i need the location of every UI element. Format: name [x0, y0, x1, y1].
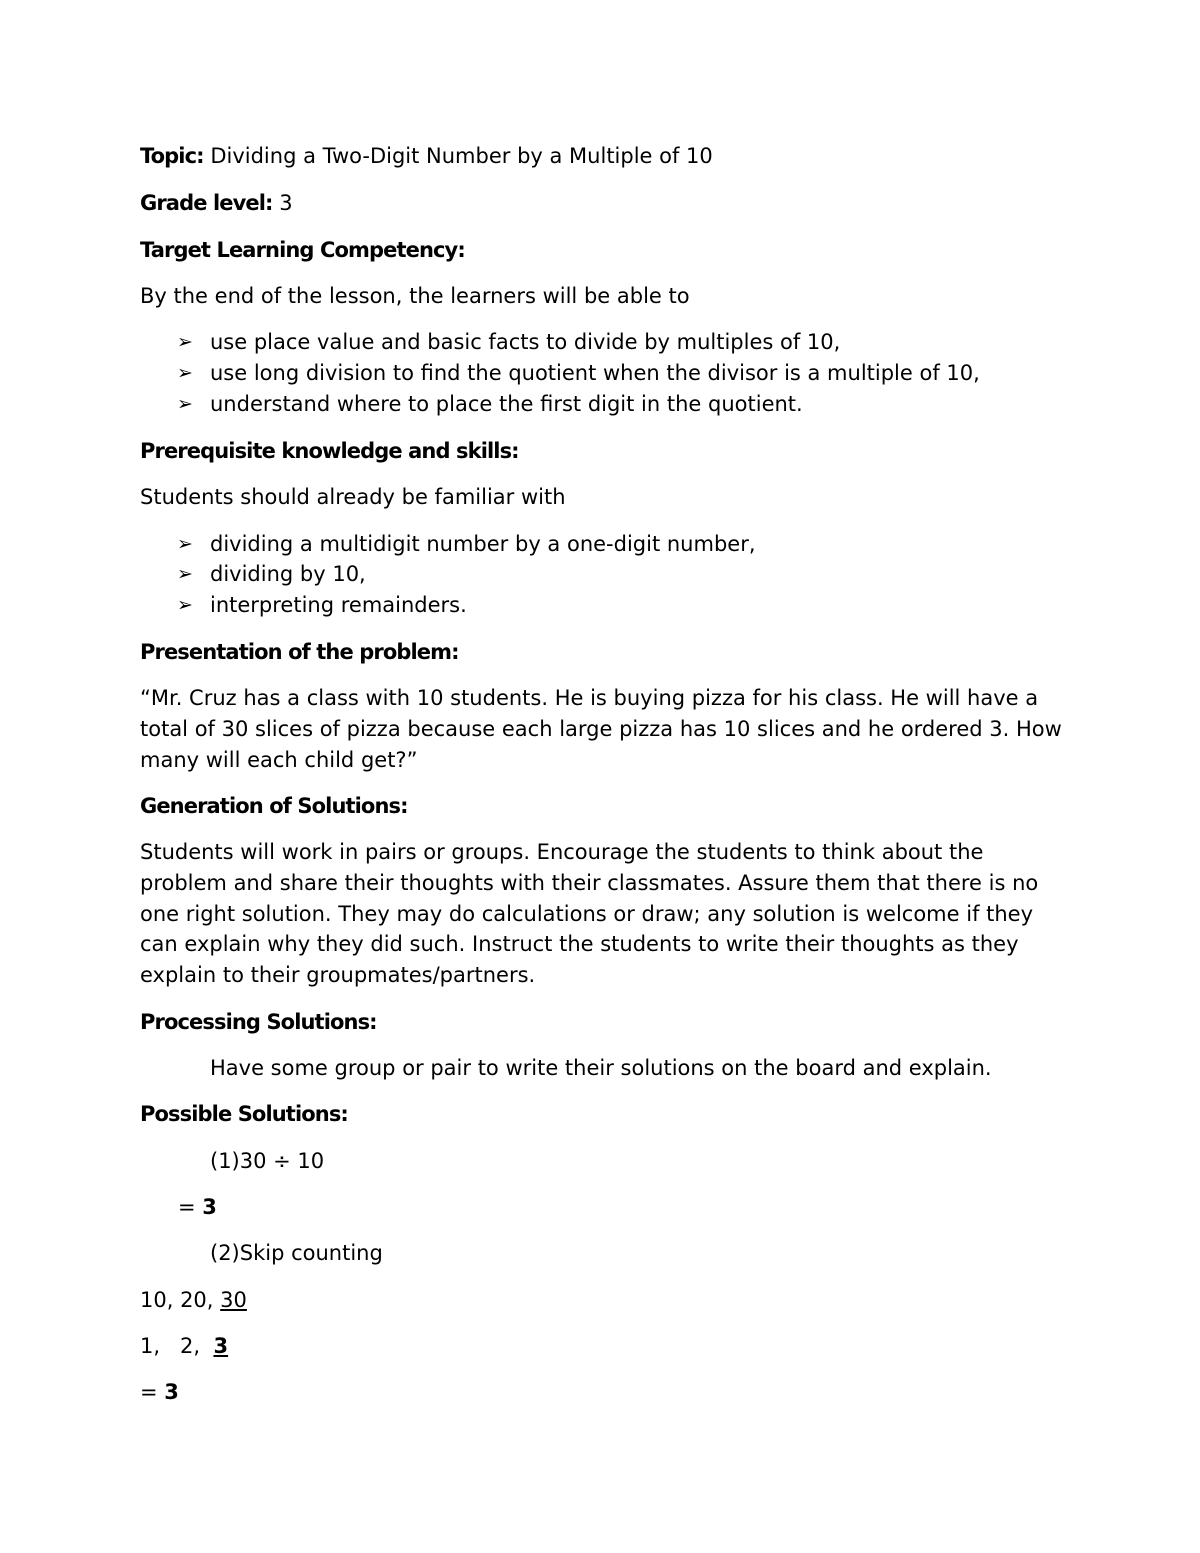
equals-sign: = [140, 1380, 158, 1404]
topic-value: Dividing a Two-Digit Number by a Multiple of 10 [210, 144, 713, 168]
skip-count-sequence [140, 1285, 247, 1315]
paragraph-line: Students will work in pairs or groups. Encourage the students to think about the [140, 840, 984, 864]
bullet-arrow-icon: ➢ [177, 594, 193, 616]
competency-intro: By the end of the lesson, the learners will be able to [140, 284, 690, 308]
skip-count-target: 30 [220, 1288, 247, 1312]
bullet-arrow-icon: ➢ [177, 533, 193, 555]
prerequisite-item: dividing a multidigit number by a one-digit number, [210, 532, 756, 556]
competency-item: use long division to find the quotient when the divisor is a multiple of 10, [210, 361, 980, 385]
grade-value: 3 [279, 191, 293, 215]
solution-1 [210, 1146, 324, 1176]
bullet-arrow-icon: ➢ [177, 362, 193, 384]
solution-1-result [178, 1192, 217, 1222]
solution-2-title: Skip counting [239, 1241, 383, 1265]
competency-item: use place value and basic facts to divide by multiples of 10, [210, 330, 841, 354]
solution-2-number: (2) [210, 1241, 240, 1265]
topic-line [140, 141, 713, 171]
skip-count-values: 10, 20, [140, 1288, 221, 1312]
paragraph-line: explain to their groupmates/partners. [140, 963, 536, 988]
processing-heading: Processing Solutions: [140, 1010, 377, 1034]
paragraph-line: can explain why they did such. Instruct the students to write their thoughts as they [140, 932, 1019, 957]
skip-count-step-values: 1, 2, [140, 1334, 214, 1358]
equals-sign: = [178, 1195, 196, 1219]
skip-count-steps [140, 1331, 228, 1361]
solution-2 [210, 1238, 383, 1268]
paragraph-line: “Mr. Cruz has a class with 10 students. He is buying pizza for his class. He will have a [140, 686, 1039, 710]
solution-1-answer: 3 [202, 1195, 217, 1219]
paragraph-line: one right solution. They may do calculations or draw; any solution is welcome if they [140, 901, 1034, 926]
final-result [140, 1377, 179, 1407]
bullet-arrow-icon: ➢ [177, 331, 193, 353]
prerequisite-item: dividing by 10, [210, 562, 366, 586]
topic-label: Topic: [140, 144, 204, 168]
grade-label: Grade level: [140, 191, 273, 215]
presentation-heading: Presentation of the problem: [140, 640, 459, 664]
solutions-heading: Possible Solutions: [140, 1102, 348, 1126]
bullet-arrow-icon: ➢ [177, 393, 193, 415]
paragraph-line: problem and share their thoughts with their classmates. Assure them that there is no [140, 870, 1039, 895]
generation-paragraph [140, 837, 1070, 991]
generation-heading: Generation of Solutions: [140, 794, 408, 818]
prerequisite-heading: Prerequisite knowledge and skills: [140, 439, 519, 463]
skip-count-step-total: 3 [213, 1334, 229, 1358]
prerequisite-intro: Students should already be familiar with [140, 485, 566, 509]
competency-heading: Target Learning Competency: [140, 238, 465, 262]
paragraph-line: total of 30 slices of pizza because each large pizza has 10 slices and he ordered 3. How [140, 716, 1062, 741]
presentation-paragraph [140, 683, 1070, 775]
grade-line [140, 188, 293, 218]
final-answer: 3 [164, 1380, 179, 1404]
processing-text: Have some group or pair to write their solutions on the board and explain. [210, 1056, 992, 1080]
solution-1-number: (1) [210, 1149, 240, 1173]
bullet-arrow-icon: ➢ [177, 563, 193, 585]
prerequisite-item: interpreting remainders. [210, 593, 467, 617]
paragraph-line: many will each child get?” [140, 747, 418, 772]
solution-1-expression: 30 ÷ 10 [239, 1149, 325, 1173]
competency-item: understand where to place the first digit in the quotient. [210, 392, 803, 416]
